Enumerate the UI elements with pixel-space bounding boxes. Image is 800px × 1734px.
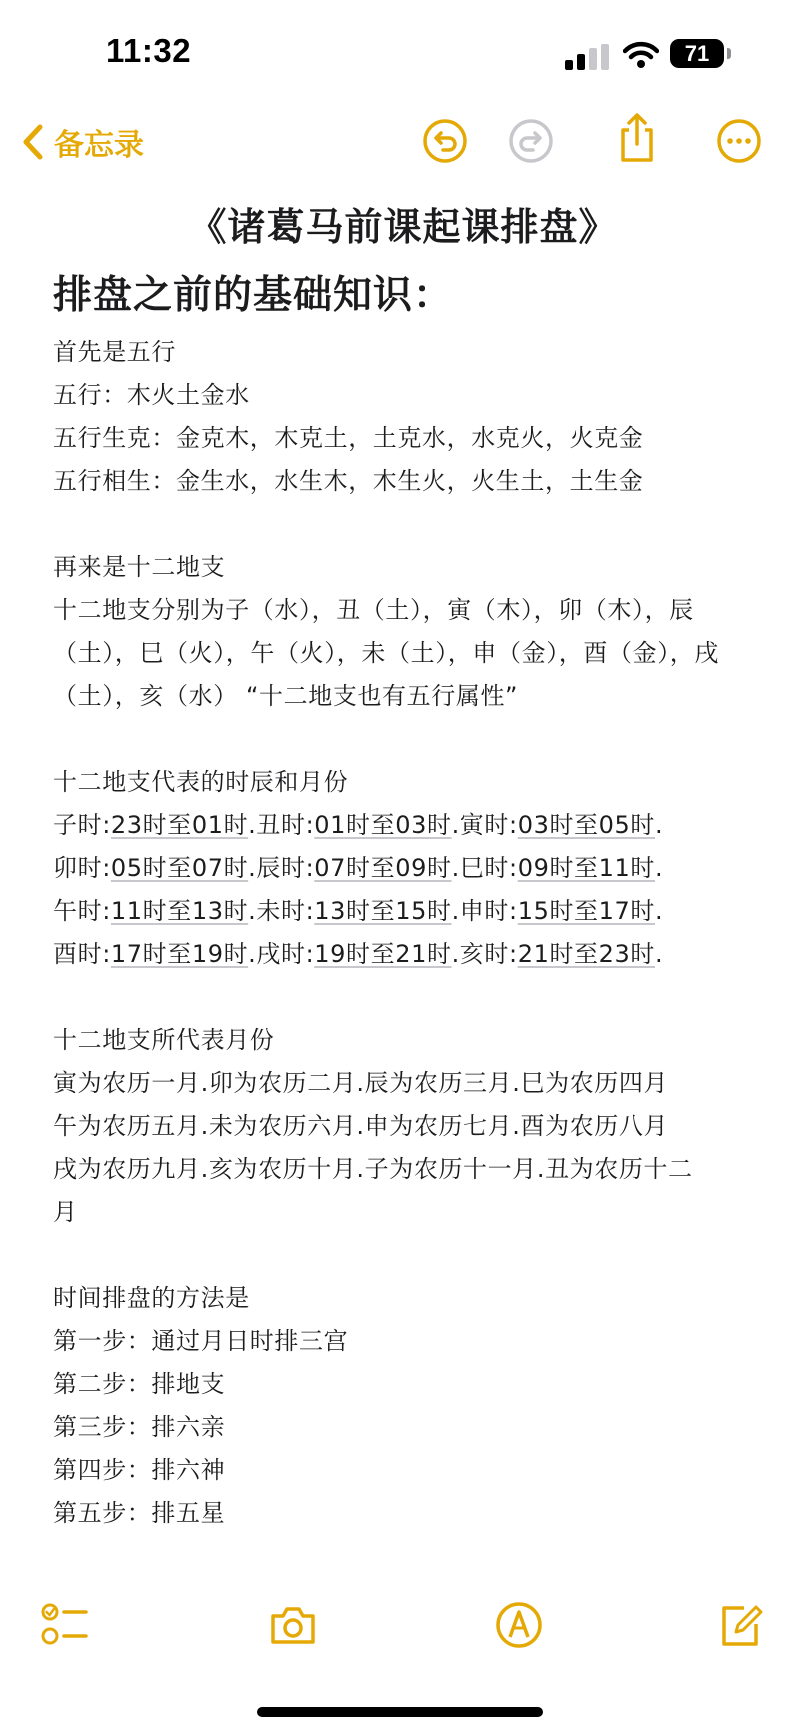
time-label: 午时: bbox=[53, 897, 111, 925]
time-label: .未时: bbox=[248, 897, 315, 925]
time-label: .辰时: bbox=[248, 854, 315, 882]
undo-icon[interactable] bbox=[422, 118, 468, 164]
months-line-1: 寅为农历一月.卯为农历二月.辰为农历三月.巳为农历四月 bbox=[53, 1069, 669, 1097]
bottom-toolbar bbox=[0, 1600, 800, 1660]
method-step: 第五步：排五星 bbox=[53, 1499, 226, 1527]
time-label: . bbox=[654, 854, 664, 882]
method-label: 时间排盘的方法是 bbox=[53, 1284, 250, 1312]
cellular-signal-icon bbox=[565, 44, 611, 70]
shichen-label: 十二地支代表的时辰和月份 bbox=[53, 768, 349, 796]
time-label: .寅时: bbox=[451, 811, 518, 839]
time-range-link[interactable]: 07时至09时 bbox=[314, 854, 452, 882]
time-range-link[interactable]: 17时至19时 bbox=[110, 940, 249, 968]
dizhi-line-2: （土），巳（火），午（火），未（土），申（金），酉（金），戌 bbox=[53, 639, 719, 667]
shichen-row bbox=[53, 805, 663, 840]
months-line-2: 午为农历五月.未为农历六月.申为农历七月.酉为农历八月 bbox=[53, 1112, 669, 1140]
time-range-link[interactable]: 03时至05时 bbox=[517, 811, 655, 839]
more-icon[interactable] bbox=[716, 118, 762, 164]
time-label: .戌时: bbox=[248, 940, 315, 968]
shichen-row bbox=[53, 934, 663, 969]
battery-tip bbox=[727, 48, 731, 59]
dizhi-label: 再来是十二地支 bbox=[53, 553, 226, 581]
markup-icon[interactable] bbox=[494, 1600, 544, 1650]
time-label: .巳时: bbox=[451, 854, 518, 882]
share-icon[interactable] bbox=[614, 112, 660, 164]
time-label: . bbox=[654, 897, 664, 925]
time-range-link[interactable]: 01时至03时 bbox=[314, 811, 452, 839]
dizhi-line-3: （土），亥（水） “十二地支也有五行属性” bbox=[53, 682, 519, 710]
method-step: 第三步：排六亲 bbox=[53, 1413, 226, 1441]
months-line-4: 月 bbox=[53, 1198, 78, 1226]
time-label: . bbox=[654, 811, 664, 839]
camera-icon[interactable] bbox=[268, 1600, 318, 1650]
time-label: 酉时: bbox=[53, 940, 111, 968]
note-title: 《诸葛马前课起课排盘》 bbox=[188, 205, 618, 249]
compose-icon[interactable] bbox=[716, 1600, 766, 1650]
time-range-link[interactable]: 13时至15时 bbox=[314, 897, 452, 925]
nav-bar bbox=[0, 108, 800, 178]
wifi-icon bbox=[623, 41, 659, 69]
wuxing-label: 首先是五行 bbox=[53, 338, 176, 366]
time-label: 卯时: bbox=[53, 854, 111, 882]
time-range-link[interactable]: 21时至23时 bbox=[517, 940, 655, 968]
home-indicator bbox=[257, 1707, 543, 1717]
note-heading: 排盘之前的基础知识： bbox=[53, 273, 454, 318]
wuxing-line-3: 五行相生：金生水，水生木，木生火，火生土，土生金 bbox=[53, 467, 644, 495]
back-button[interactable] bbox=[22, 120, 144, 164]
time-label: 子时: bbox=[53, 811, 111, 839]
time-range-link[interactable]: 23时至01时 bbox=[110, 811, 249, 839]
time-range-link[interactable]: 15时至17时 bbox=[517, 897, 655, 925]
battery-icon bbox=[670, 39, 724, 68]
time-label: .亥时: bbox=[451, 940, 518, 968]
time-range-link[interactable]: 19时至21时 bbox=[314, 940, 452, 968]
chevron-left-icon bbox=[22, 124, 44, 160]
battery-level: 71 bbox=[684, 40, 710, 66]
wuxing-line-1: 五行：木火土金水 bbox=[53, 381, 250, 409]
months-line-3: 戌为农历九月.亥为农历十月.子为农历十一月.丑为农历十二 bbox=[53, 1155, 693, 1183]
time-range-link[interactable]: 09时至11时 bbox=[517, 854, 655, 882]
back-label: 备忘录 bbox=[54, 128, 144, 163]
redo-icon[interactable] bbox=[508, 118, 554, 164]
time-range-link[interactable]: 11时至13时 bbox=[110, 897, 249, 925]
shichen-row bbox=[53, 848, 663, 883]
checklist-icon[interactable] bbox=[40, 1600, 90, 1650]
shichen-row bbox=[53, 891, 663, 926]
status-time: 11:32 bbox=[106, 32, 192, 69]
time-label: . bbox=[654, 940, 664, 968]
method-step: 第二步：排地支 bbox=[53, 1370, 226, 1398]
dizhi-line-1: 十二地支分别为子（水），丑（土），寅（木），卯（木），辰 bbox=[53, 596, 694, 624]
time-label: .申时: bbox=[451, 897, 518, 925]
months-label: 十二地支所代表月份 bbox=[53, 1026, 275, 1054]
time-label: .丑时: bbox=[248, 811, 315, 839]
time-range-link[interactable]: 05时至07时 bbox=[110, 854, 249, 882]
status-bar bbox=[0, 0, 800, 100]
method-step: 第一步：通过月日时排三宫 bbox=[53, 1327, 349, 1355]
method-step: 第四步：排六神 bbox=[53, 1456, 226, 1484]
wuxing-line-2: 五行生克：金克木，木克土，土克水，水克火，火克金 bbox=[53, 424, 644, 452]
